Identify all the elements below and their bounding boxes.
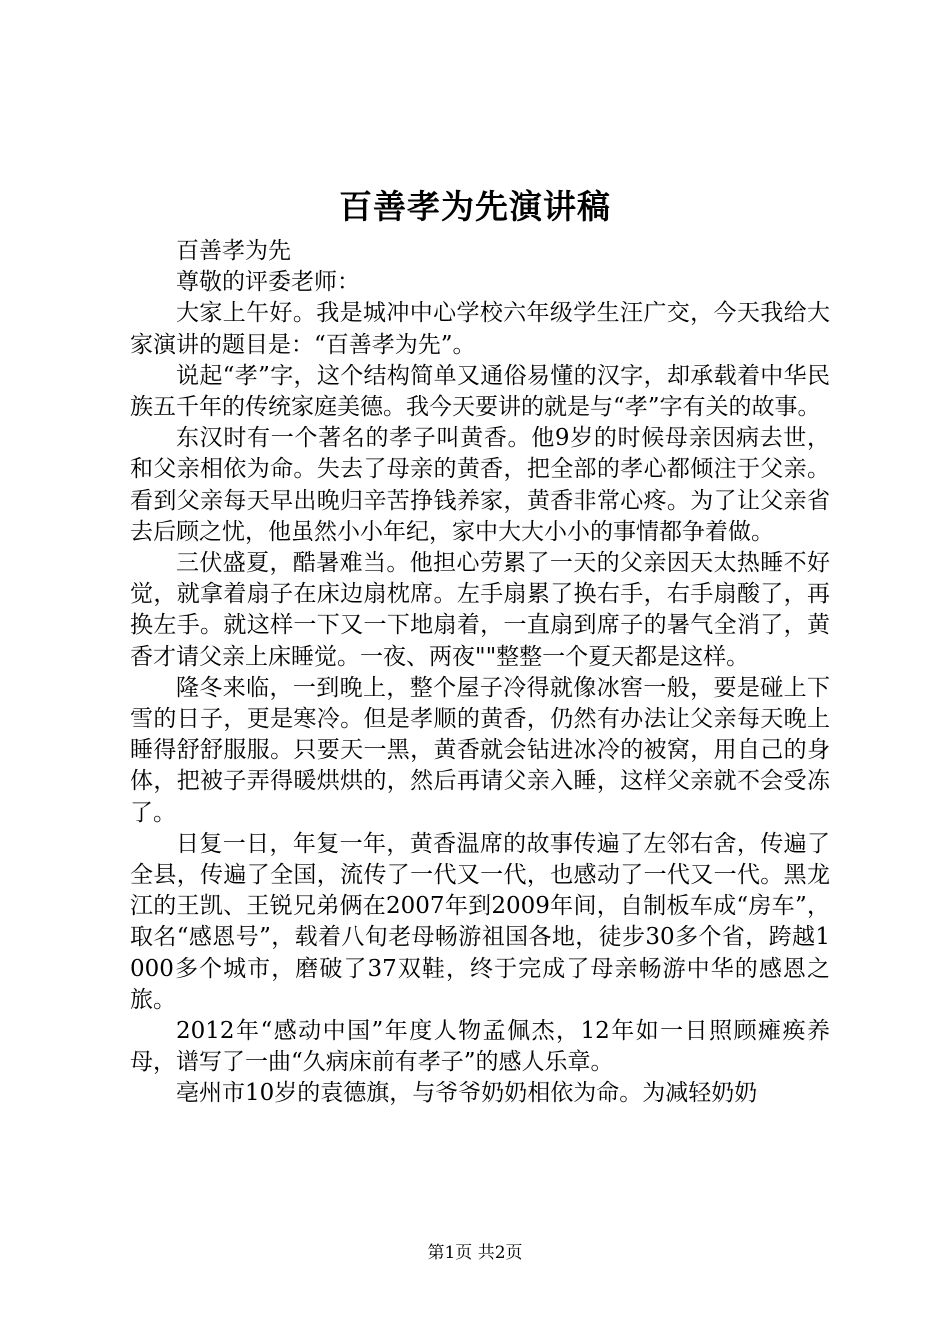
paragraph-legacy: 日复一日，年复一年，黄香温席的故事传遍了左邻右舍，传遍了全县，传遍了全国，流传了一代又一代，也感动了一代又一代。黑龙江的王凯、王锐兄弟俩在2007年到2009年间，自制板车成“房车”，取名“感恩号”，载着八旬老母畅游祖国各地，徒步30多个省，跨越1000多个城市，磨破了37双鞋，终于完成了母亲畅游中华的感恩之旅。	[130, 830, 830, 1013]
paragraph-salutation: 尊敬的评委老师：	[176, 269, 360, 296]
paragraph-summer: 三伏盛夏，酷暑难当。他担心劳累了一天的父亲因天太热睡不好觉，就拿着扇子在床边扇枕席。左手扇累了换右手，右手扇酸了，再换左手。就这样一下又一下地扇着，一直扇到席子的暑气全消了，黄香才请父亲上床睡觉。一夜、两夜""整整一个夏天都是这样。	[130, 550, 830, 670]
paragraph-meng-peijie: 2012年“感动中国”年度人物孟佩杰，12年如一日照顾瘫痪养母，谱写了一曲“久病床前有孝子”的感人乐章。	[130, 1018, 830, 1076]
paragraph-yuan-deqi: 亳州市10岁的袁德旗，与爷爷奶奶相依为命。为减轻奶奶	[176, 1080, 758, 1107]
paragraph-winter: 隆冬来临，一到晚上，整个屋子冷得就像冰窖一般，要是碰上下雪的日子，更是寒冷。但是孝顺的黄香，仍然有办法让父亲每天晚上睡得舒舒服服。只要天一黑，黄香就会钻进冰冷的被窝，用自己的身体，把被子弄得暖烘烘的，然后再请父亲入睡，这样父亲就不会受冻了。	[130, 674, 830, 826]
document-body	[130, 236, 830, 1110]
paragraph-heading: 百善孝为先	[176, 238, 291, 264]
paragraph-greeting: 大家上午好。我是城冲中心学校六年级学生汪广交，今天我给大家演讲的题目是：“百善孝为先”。	[130, 300, 830, 358]
paragraph-intro: 说起“孝”字，这个结构简单又通俗易懂的汉字，却承载着中华民族五千年的传统家庭美德。我今天要讲的就是与“孝”字有关的故事。	[130, 362, 830, 421]
page-footer: 第1页 共2页	[427, 1243, 523, 1263]
document-title: 百善孝为先演讲稿	[339, 187, 611, 226]
paragraph-huangxiang: 东汉时有一个著名的孝子叫黄香。他9岁的时候母亲因病去世，和父亲相依为命。失去了母亲的黄香，把全部的孝心都倾注于父亲。看到父亲每天早出晚归辛苦挣钱养家，黄香非常心疼。为了让父亲省去后顾之忧，他虽然小小年纪，家中大大小小的事情都争着做。	[130, 425, 830, 545]
